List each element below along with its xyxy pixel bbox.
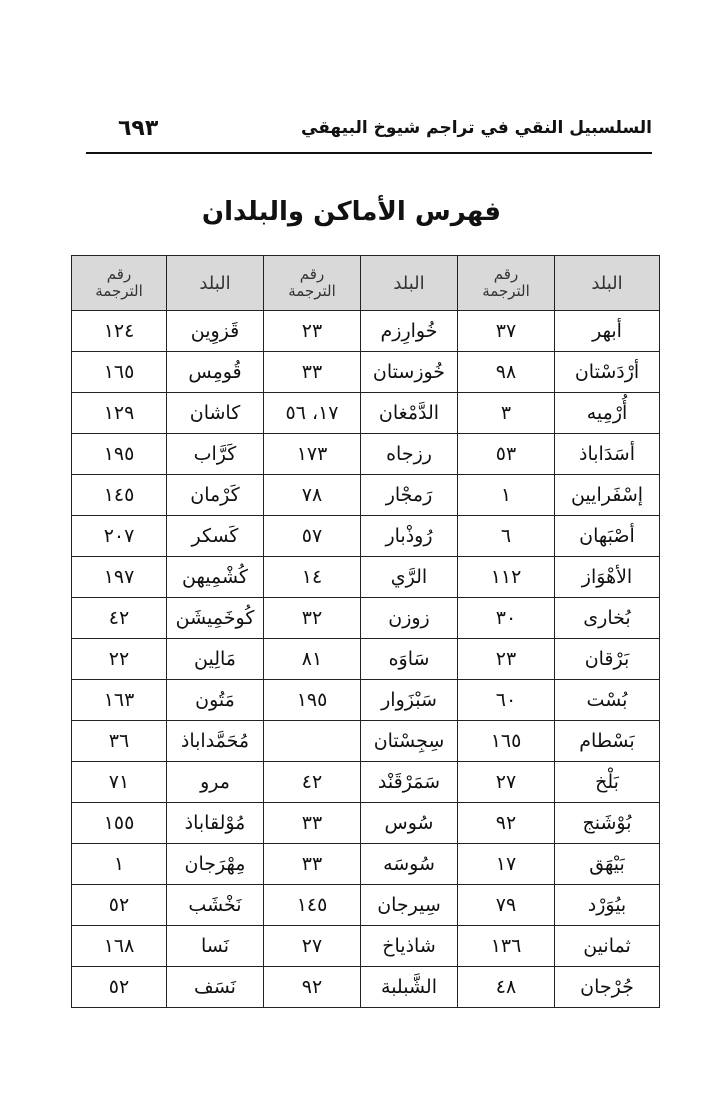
place-name-cell: سِجِسْتان: [361, 721, 458, 762]
number-column-header: رقم الترجمة: [264, 256, 361, 311]
biography-number-cell: ١٤٥: [264, 885, 361, 926]
biography-number-cell: ١٦٥: [458, 721, 555, 762]
place-name-cell: كُوخَمِيشَن: [167, 598, 264, 639]
biography-number-cell: ١: [72, 844, 167, 885]
table-row: [72, 639, 660, 680]
biography-number-cell: ١١٢: [458, 557, 555, 598]
place-name-cell: سَبْزَوار: [361, 680, 458, 721]
place-name-cell: شاذياخ: [361, 926, 458, 967]
biography-number-cell: ٤٢: [264, 762, 361, 803]
place-name-cell: أرْدَسْتان: [555, 352, 660, 393]
place-name-cell: ثمانين: [555, 926, 660, 967]
place-name-cell: مَتُون: [167, 680, 264, 721]
table-row: [72, 557, 660, 598]
places-index-table: [71, 255, 660, 1008]
table-row: [72, 393, 660, 434]
place-name-cell: قَزوِين: [167, 311, 264, 352]
place-name-cell: جُرْجان: [555, 967, 660, 1008]
number-column-header: رقم الترجمة: [458, 256, 555, 311]
biography-number-cell: ٧٩: [458, 885, 555, 926]
biography-number-cell: ٢٣: [458, 639, 555, 680]
place-name-cell: مَالِين: [167, 639, 264, 680]
table-row: [72, 516, 660, 557]
table-row: [72, 352, 660, 393]
place-name-cell: الرَّي: [361, 557, 458, 598]
biography-number-cell: ٦٠: [458, 680, 555, 721]
place-name-cell: نَسا: [167, 926, 264, 967]
place-column-header: البلد: [361, 256, 458, 311]
table-row: [72, 967, 660, 1008]
running-title: السلسبيل النقي في تراجم شيوخ البيهقي: [301, 118, 652, 138]
place-name-cell: سُوسَه: [361, 844, 458, 885]
biography-number-cell: ١٩٥: [72, 434, 167, 475]
biography-number-cell: ١٦٨: [72, 926, 167, 967]
place-name-cell: مُحَمَّداباذ: [167, 721, 264, 762]
place-name-cell: سَمَرْقَنْد: [361, 762, 458, 803]
place-name-cell: بَلْخ: [555, 762, 660, 803]
place-name-cell: بَيْهَق: [555, 844, 660, 885]
place-name-cell: سُوس: [361, 803, 458, 844]
place-name-cell: بيُوَرْد: [555, 885, 660, 926]
place-name-cell: أبهر: [555, 311, 660, 352]
biography-number-cell: ١: [458, 475, 555, 516]
biography-number-cell: ٣٣: [264, 844, 361, 885]
biography-number-cell: ٧٨: [264, 475, 361, 516]
biography-number-cell: ٢٣: [264, 311, 361, 352]
biography-number-cell: ١٢٩: [72, 393, 167, 434]
place-name-cell: بُوْشَنج: [555, 803, 660, 844]
biography-number-cell: ١٢٤: [72, 311, 167, 352]
biography-number-cell: ٥٣: [458, 434, 555, 475]
place-name-cell: رزجاه: [361, 434, 458, 475]
table-row: [72, 844, 660, 885]
place-name-cell: الدَّمْغان: [361, 393, 458, 434]
place-name-cell: مُوْلقاباذ: [167, 803, 264, 844]
place-name-cell: مرو: [167, 762, 264, 803]
biography-number-cell: ١٤: [264, 557, 361, 598]
place-name-cell: كَرَّاب: [167, 434, 264, 475]
index-title: فهرس الأماكن والبلدان: [201, 197, 502, 227]
biography-number-cell: ١٧، ٥٦: [264, 393, 361, 434]
table-row: [72, 434, 660, 475]
biography-number-cell: ٨١: [264, 639, 361, 680]
table-row: [72, 803, 660, 844]
biography-number-cell: ٢٢: [72, 639, 167, 680]
biography-number-cell: ١٦٥: [72, 352, 167, 393]
biography-number-cell: ٥٢: [72, 885, 167, 926]
table-row: [72, 598, 660, 639]
biography-number-cell: ٢٧: [264, 926, 361, 967]
place-name-cell: رَمجْار: [361, 475, 458, 516]
biography-number-cell: ٩٢: [264, 967, 361, 1008]
table-row: [72, 721, 660, 762]
place-name-cell: زوزن: [361, 598, 458, 639]
biography-number-cell: [264, 721, 361, 762]
place-name-cell: نَسَف: [167, 967, 264, 1008]
biography-number-cell: ٦: [458, 516, 555, 557]
place-name-cell: سَاوَه: [361, 639, 458, 680]
biography-number-cell: ٤٨: [458, 967, 555, 1008]
biography-number-cell: ٣٢: [264, 598, 361, 639]
place-name-cell: بُخارى: [555, 598, 660, 639]
place-name-cell: كاشان: [167, 393, 264, 434]
biography-number-cell: ٩٨: [458, 352, 555, 393]
number-column-header: رقم الترجمة: [72, 256, 167, 311]
table-header-row: [72, 256, 660, 311]
table-row: [72, 762, 660, 803]
place-name-cell: أسَدَاباذ: [555, 434, 660, 475]
place-name-cell: الأهْوَاز: [555, 557, 660, 598]
biography-number-cell: ٣٠: [458, 598, 555, 639]
place-column-header: البلد: [555, 256, 660, 311]
place-name-cell: نَخْشَب: [167, 885, 264, 926]
place-name-cell: بَسْطام: [555, 721, 660, 762]
place-name-cell: بَرْقان: [555, 639, 660, 680]
table-row: [72, 926, 660, 967]
biography-number-cell: ٢٠٧: [72, 516, 167, 557]
table-row: [72, 311, 660, 352]
table-row: [72, 680, 660, 721]
place-name-cell: قُومِس: [167, 352, 264, 393]
biography-number-cell: ٣٣: [264, 803, 361, 844]
place-name-cell: مِهْرَجان: [167, 844, 264, 885]
biography-number-cell: ٣: [458, 393, 555, 434]
biography-number-cell: ١٧٣: [264, 434, 361, 475]
place-name-cell: بُسْت: [555, 680, 660, 721]
biography-number-cell: ١٤٥: [72, 475, 167, 516]
table-row: [72, 475, 660, 516]
biography-number-cell: ١٩٧: [72, 557, 167, 598]
table-row: [72, 885, 660, 926]
biography-number-cell: ٣٣: [264, 352, 361, 393]
place-name-cell: أُرْمِيه: [555, 393, 660, 434]
biography-number-cell: ١٩٥: [264, 680, 361, 721]
biography-number-cell: ٣٧: [458, 311, 555, 352]
biography-number-cell: ٩٢: [458, 803, 555, 844]
biography-number-cell: ٥٧: [264, 516, 361, 557]
biography-number-cell: ٢٧: [458, 762, 555, 803]
biography-number-cell: ٣٦: [72, 721, 167, 762]
biography-number-cell: ٧١: [72, 762, 167, 803]
place-name-cell: كَرْمان: [167, 475, 264, 516]
place-name-cell: خُوارِزم: [361, 311, 458, 352]
place-name-cell: خُوزستان: [361, 352, 458, 393]
biography-number-cell: ٥٢: [72, 967, 167, 1008]
place-name-cell: أصْبَهان: [555, 516, 660, 557]
place-name-cell: الشَّبلبة: [361, 967, 458, 1008]
place-column-header: البلد: [167, 256, 264, 311]
biography-number-cell: ١٦٣: [72, 680, 167, 721]
biography-number-cell: ٤٢: [72, 598, 167, 639]
place-name-cell: رُوذْبار: [361, 516, 458, 557]
page-number: ٦٩٣: [118, 116, 159, 141]
place-name-cell: إسْفَرايين: [555, 475, 660, 516]
place-name-cell: كَسكر: [167, 516, 264, 557]
place-name-cell: سِيرجان: [361, 885, 458, 926]
biography-number-cell: ١٧: [458, 844, 555, 885]
biography-number-cell: ١٣٦: [458, 926, 555, 967]
biography-number-cell: ١٥٥: [72, 803, 167, 844]
running-header: [86, 116, 652, 154]
place-name-cell: كُشْمِيهن: [167, 557, 264, 598]
